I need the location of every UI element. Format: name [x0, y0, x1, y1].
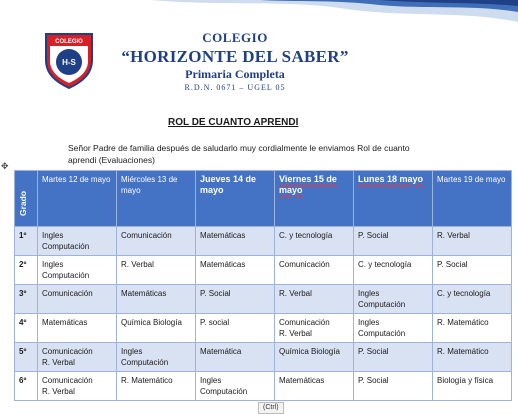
subject-text: R. Verbal	[437, 231, 470, 240]
subject-text: R. Verbal	[42, 387, 75, 396]
school-name-block	[110, 30, 360, 92]
subject-text: P. Social	[358, 231, 389, 240]
subject-cell[interactable]	[354, 343, 433, 372]
grade-cell: 4º	[15, 314, 38, 343]
subject-cell[interactable]	[275, 285, 354, 314]
column-header-day: Jueves 14 de mayo	[196, 171, 275, 227]
subject-text: Computación	[358, 329, 406, 338]
grade-cell: 5º	[15, 343, 38, 372]
subject-text: R. Verbal	[42, 358, 75, 367]
grade-cell: 3º	[15, 285, 38, 314]
subject-text: Química Biología	[121, 318, 182, 327]
subject-text: P. Social	[358, 347, 389, 356]
subject-cell[interactable]	[38, 314, 117, 343]
grado-label: Grado	[18, 190, 28, 216]
school-registration: R.D.N. 0671 – UGEL 05	[184, 83, 286, 92]
subject-cell[interactable]	[117, 372, 196, 401]
subject-cell[interactable]	[433, 343, 512, 372]
intro-paragraph: Señor Padre de familia después de saludarlo muy cordialmente le enviamos Rol de cuanto aprendi (Evaluaciones)	[68, 143, 410, 165]
logo-top-text: COLEGIO	[55, 39, 83, 45]
subject-text: C. y tecnología	[358, 260, 412, 269]
subject-cell[interactable]	[196, 256, 275, 285]
school-level: Primaria Completa	[185, 67, 285, 81]
subject-text: Computación	[121, 358, 169, 367]
subject-text: R. Verbal	[279, 329, 312, 338]
subject-cell[interactable]	[433, 372, 512, 401]
subject-cell[interactable]	[433, 314, 512, 343]
subject-text: Matemáticas	[200, 260, 246, 269]
subject-cell[interactable]	[433, 285, 512, 314]
school-label: COLEGIO	[202, 30, 268, 45]
subject-text: Matemáticas	[279, 376, 325, 385]
subject-text: C. y tecnología	[279, 231, 333, 240]
subject-text: Química Biología	[279, 347, 340, 356]
subject-cell[interactable]	[117, 314, 196, 343]
header-wave-decoration	[0, 0, 518, 30]
grade-cell: 2º	[15, 256, 38, 285]
subject-cell[interactable]	[354, 227, 433, 256]
subject-cell[interactable]	[275, 314, 354, 343]
subject-cell[interactable]	[275, 256, 354, 285]
subject-cell[interactable]	[275, 343, 354, 372]
table-row	[15, 314, 512, 343]
subject-text: C. y tecnología	[437, 289, 491, 298]
subject-cell[interactable]	[38, 343, 117, 372]
subject-cell[interactable]	[433, 256, 512, 285]
subject-text: Ingles	[42, 260, 64, 269]
subject-cell[interactable]	[117, 285, 196, 314]
column-header-day	[354, 171, 433, 227]
evaluation-schedule-table	[14, 170, 512, 401]
subject-text: Comunicación	[42, 376, 93, 385]
subject-text: Computación	[358, 300, 406, 309]
subject-cell[interactable]	[117, 227, 196, 256]
subject-cell[interactable]	[38, 227, 117, 256]
column-header-grado	[15, 171, 38, 227]
subject-cell[interactable]	[354, 372, 433, 401]
subject-cell[interactable]	[196, 343, 275, 372]
subject-text: Computación	[200, 387, 248, 396]
grade-cell: 1º	[15, 227, 38, 256]
subject-cell[interactable]	[275, 227, 354, 256]
subject-text: Ingles	[358, 289, 380, 298]
subject-text: Matemática	[200, 347, 242, 356]
subject-text: R. Matemático	[121, 376, 173, 385]
table-row	[15, 285, 512, 314]
subject-cell[interactable]	[354, 285, 433, 314]
subject-cell[interactable]	[354, 256, 433, 285]
subject-text: Ingles	[200, 376, 222, 385]
subject-text: Computación	[42, 242, 90, 251]
subject-text: Matemáticas	[200, 231, 246, 240]
subject-cell[interactable]	[196, 372, 275, 401]
school-name: “HORIZONTE DEL SABER”	[121, 47, 349, 66]
grade-cell: 6º	[15, 372, 38, 401]
school-logo	[38, 28, 100, 90]
subject-text: Computación	[42, 271, 90, 280]
subject-cell[interactable]	[38, 285, 117, 314]
logo-center-text: H-S	[62, 58, 76, 67]
subject-cell[interactable]	[38, 372, 117, 401]
paste-options-tag[interactable]: (Ctrl)	[258, 402, 284, 414]
column-header-day: Miércoles 13 de mayo	[117, 171, 196, 227]
column-header-day: Martes 19 de mayo	[433, 171, 512, 227]
subject-text: Ingles	[42, 231, 64, 240]
subject-text: Biología y física	[437, 376, 494, 385]
table-row	[15, 256, 512, 285]
table-move-handle-icon[interactable]: ✥	[1, 161, 9, 171]
subject-text: Comunicación	[42, 289, 93, 298]
subject-cell[interactable]	[117, 256, 196, 285]
subject-cell[interactable]	[196, 314, 275, 343]
subject-cell[interactable]	[117, 343, 196, 372]
subject-cell[interactable]	[196, 285, 275, 314]
subject-text: Ingles	[121, 347, 143, 356]
subject-text: Comunicación	[279, 318, 330, 327]
subject-text: Matemáticas	[42, 318, 88, 327]
subject-cell[interactable]	[433, 227, 512, 256]
subject-text: P. Social	[200, 289, 231, 298]
subject-text: Comunicación	[42, 347, 93, 356]
subject-text: P. social	[200, 318, 230, 327]
subject-text: R. Verbal	[279, 289, 312, 298]
subject-cell[interactable]	[354, 314, 433, 343]
subject-cell[interactable]	[196, 227, 275, 256]
subject-text: Comunicación	[121, 231, 172, 240]
subject-text: Comunicación	[279, 260, 330, 269]
subject-text: Ingles	[358, 318, 380, 327]
subject-text: R. Matemático	[437, 318, 489, 327]
subject-cell[interactable]	[38, 256, 117, 285]
subject-text: P. Social	[437, 260, 468, 269]
subject-text: Matemáticas	[121, 289, 167, 298]
document-title: ROL DE CUANTO APRENDI	[168, 117, 299, 128]
subject-text: R. Matemático	[437, 347, 489, 356]
table-row	[15, 227, 512, 256]
subject-text: R. Verbal	[121, 260, 154, 269]
subject-text: P. Social	[358, 376, 389, 385]
column-header-day: Martes 12 de mayo	[38, 171, 117, 227]
subject-cell[interactable]	[275, 372, 354, 401]
table-row	[15, 372, 512, 401]
day-header-text: Viernes 15 de mayo	[279, 174, 337, 195]
column-header-day	[275, 171, 354, 227]
day-header-text: Lunes 18 mayo	[358, 174, 424, 184]
table-header-row	[15, 171, 512, 227]
table-row	[15, 343, 512, 372]
